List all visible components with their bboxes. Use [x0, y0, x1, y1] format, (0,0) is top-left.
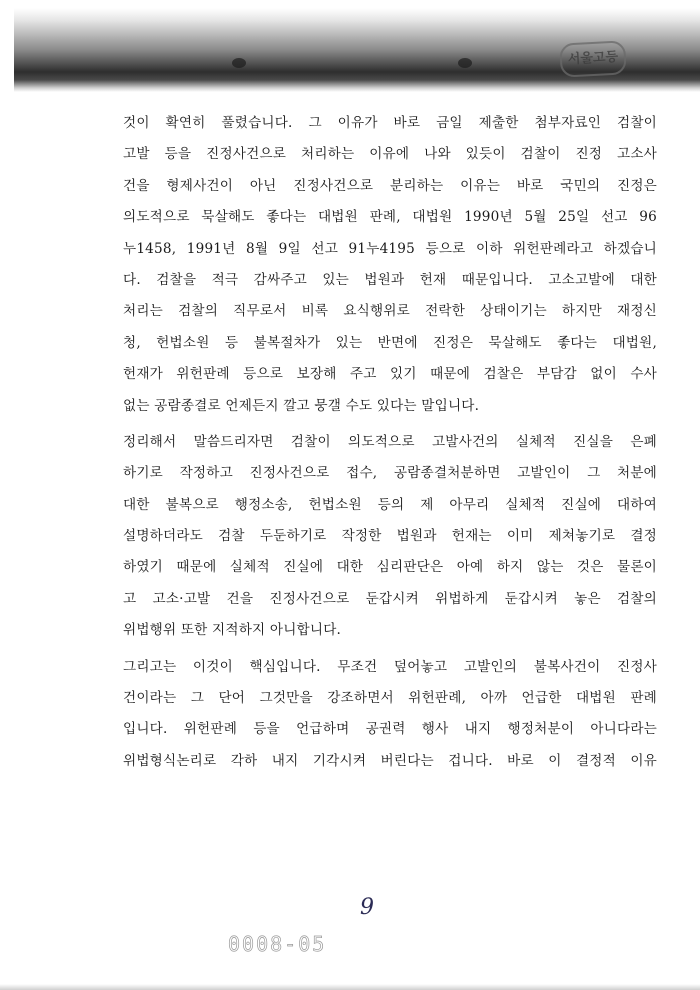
document-body — [123, 108, 657, 782]
text-line: 건을 형제사건이 아닌 진정사건으로 분리하는 이유는 바로 국민의 진정은 — [123, 177, 657, 194]
document-serial-code: 0008-05 — [228, 932, 327, 956]
scan-bottom-edge — [0, 984, 700, 990]
scanner-shadow-band — [0, 0, 700, 92]
text-line: 하였기 때문에 실체적 진실에 대한 심리판단은 아예 하지 않는 것은 물론이 — [123, 559, 657, 576]
handwritten-page-number: 9 — [360, 895, 374, 920]
text-line: 위법행위 또한 지적하지 아니합니다. — [123, 622, 342, 639]
text-line: 입니다. 위헌판례 등을 언급하며 공권력 행사 내지 행정처분이 아니다라는 — [123, 721, 657, 738]
text-line: 없는 공람종결로 언제든지 깔고 뭉갤 수도 있다는 말입니다. — [123, 397, 480, 414]
text-line: 의도적으로 묵살해도 좋다는 대법원 판례, 대법원 1990년 5월 25일 선고 96 — [123, 209, 657, 226]
text-line: 고 고소·고발 건을 진정사건으로 둔갑시켜 위법하게 둔갑시켜 놓은 검찰의 — [123, 590, 657, 607]
binder-hole-mark — [232, 58, 246, 68]
paragraph-1 — [123, 108, 657, 422]
binder-hole-mark — [458, 58, 472, 68]
text-line: 설명하더라도 검찰 두둔하기로 작정한 법원과 헌재는 이미 제쳐놓기로 결정 — [123, 528, 657, 545]
text-line: 누1458, 1991년 8월 9일 선고 91누4195 등으로 이하 위헌판례라고 하겠습니 — [123, 240, 657, 257]
text-line: 하기로 작정하고 진정사건으로 접수, 공람종결처분하면 고발인이 그 처분에 — [123, 465, 657, 482]
text-line: 위법형식논리로 각하 내지 기각시켜 버린다는 겁니다. 바로 이 결정적 이유 — [123, 752, 657, 769]
scan-left-edge — [0, 0, 14, 92]
text-line: 대한 불복으로 행정소송, 헌법소원 등의 제 아무리 실체적 진실에 대하여 — [123, 496, 657, 513]
text-line: 그리고는 이것이 핵심입니다. 무조건 덮어놓고 고발인의 불복사건이 진정사 — [123, 658, 657, 675]
paragraph-2 — [123, 427, 657, 647]
paragraph-3 — [123, 652, 657, 778]
text-line: 처리는 검찰의 직무로서 비록 요식행위로 전락한 상태이기는 하지만 재정신 — [123, 303, 657, 320]
text-line: 고발 등을 진정사건으로 처리하는 이유에 나와 있듯이 검찰이 진정 고소사 — [123, 146, 657, 163]
court-stamp: 서울고등 — [559, 40, 627, 77]
text-line: 건이라는 그 단어 그것만을 강조하면서 위헌판례, 아까 언급한 대법원 판례 — [123, 690, 657, 707]
text-line: 것이 확연히 풀렸습니다. 그 이유가 바로 금일 제출한 첨부자료인 검찰이 — [123, 115, 657, 131]
text-line: 헌재가 위헌판례 등으로 보장해 주고 있기 때문에 검찰은 부담감 없이 수사 — [123, 366, 657, 383]
text-line: 정리해서 말씀드리자면 검찰이 의도적으로 고발사건의 실체적 진실을 은폐 — [123, 433, 657, 450]
text-line: 다. 검찰을 적극 감싸주고 있는 법원과 헌재 때문입니다. 고소고발에 대한 — [123, 271, 657, 288]
text-line: 청, 헌법소원 등 불복절차가 있는 반면에 진정은 묵살해도 좋다는 대법원, — [123, 334, 657, 351]
